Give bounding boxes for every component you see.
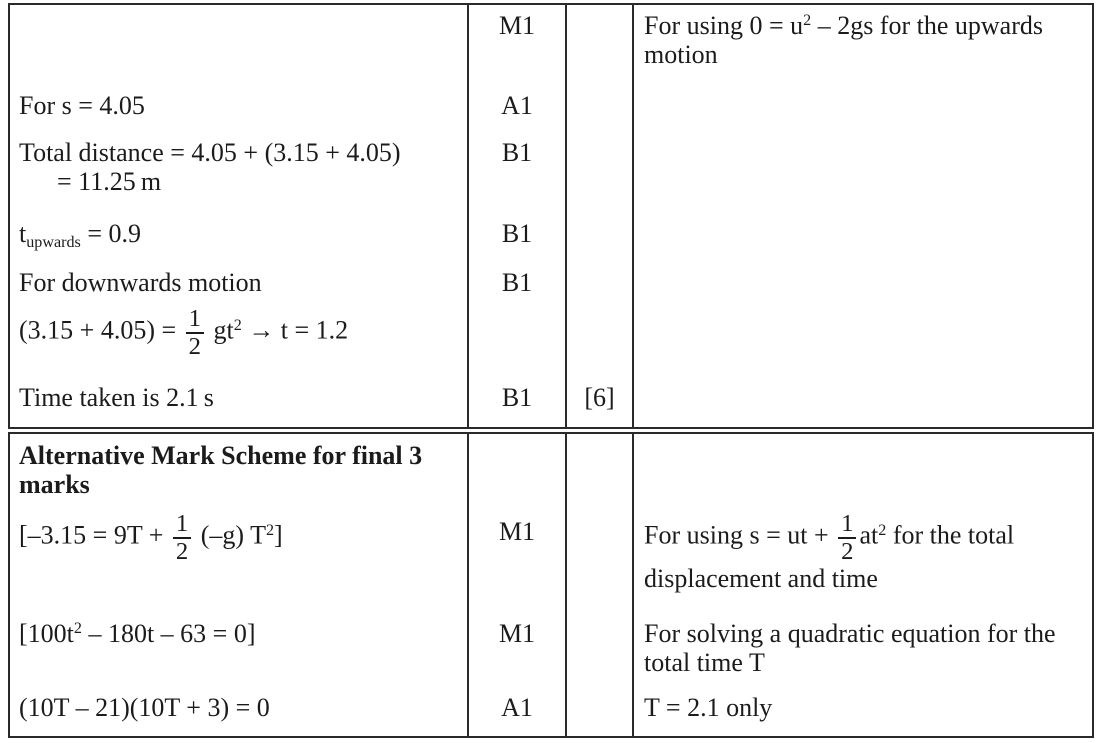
- table-row: [10, 434, 1092, 504]
- table-row: [10, 301, 1092, 373]
- total-label: [6]: [584, 383, 615, 412]
- comment-cell: [634, 609, 1092, 691]
- working-text: For s = 4.05: [19, 91, 145, 120]
- working-text: [–3.15 = 9T + $\frac{1}{2}$ (–g) $T^2$]: [19, 510, 283, 565]
- working-cell: [10, 609, 467, 691]
- working-cell: [10, 373, 467, 427]
- mark-cell: [467, 434, 567, 504]
- comment-cell: [634, 137, 1092, 216]
- working-cell: [10, 266, 467, 301]
- comment-cell: [634, 266, 1092, 301]
- total-cell: [567, 504, 634, 609]
- mark-label: B1: [501, 383, 533, 412]
- mark-label: M1: [498, 517, 536, 546]
- table-row: [10, 373, 1092, 427]
- total-cell: [567, 216, 634, 266]
- working-cell: [10, 5, 467, 91]
- mark-cell: [467, 301, 567, 373]
- comment-text: For solving a quadratic equation for the total time T: [644, 619, 1056, 677]
- mark-cell: [467, 691, 567, 736]
- mark-cell: [467, 216, 567, 266]
- comment-cell: [634, 504, 1092, 609]
- working-cell: [10, 91, 467, 137]
- comment-cell: [634, 91, 1092, 137]
- total-cell: [567, 5, 634, 91]
- table-row: [10, 137, 1092, 216]
- total-cell: [567, 266, 634, 301]
- table-row: [10, 504, 1092, 609]
- total-cell: [567, 373, 634, 427]
- table-row: [10, 91, 1092, 137]
- comment-text: For using s = ut + $\frac{1}{2}$ $at^2$ for the total displacement and time: [644, 510, 1015, 594]
- working-cell: [10, 691, 467, 736]
- total-cell: [567, 137, 634, 216]
- comment-cell: [634, 373, 1092, 427]
- comment-cell: [634, 5, 1092, 91]
- working-text: (3.15 + 4.05) = $\frac{1}{2}$ $gt^2 \to t = 1.2$: [19, 305, 349, 360]
- mark-cell: [467, 5, 567, 91]
- mark-label: A1: [501, 693, 533, 722]
- working-text: $[100t^2 - 180t - 63 = 0]$: [19, 619, 256, 648]
- working-cell: [10, 137, 467, 216]
- working-cell: [10, 216, 467, 266]
- mark-cell: [467, 609, 567, 691]
- section-heading: Alternative Mark Scheme for final 3 marks: [19, 441, 423, 499]
- table-row: [10, 266, 1092, 301]
- mark-label: B1: [501, 219, 533, 248]
- working-text: For downwards motion: [19, 268, 262, 297]
- working-text: Total distance = 4.05 + (3.15 + 4.05) = 11.25 m: [19, 138, 401, 196]
- mark-label: A1: [501, 91, 533, 120]
- total-cell: [567, 91, 634, 137]
- total-cell: [567, 609, 634, 691]
- working-cell: [10, 301, 467, 373]
- working-text: $t_{upwards} = 0.9$: [19, 219, 141, 251]
- mark-cell: [467, 266, 567, 301]
- mark-label: B1: [501, 138, 533, 167]
- table-row: [10, 609, 1092, 691]
- working-cell: [10, 434, 467, 504]
- comment-cell: [634, 216, 1092, 266]
- comment-cell: [634, 301, 1092, 373]
- mark-label: M1: [498, 11, 536, 40]
- mark-cell: [467, 504, 567, 609]
- mark-cell: [467, 137, 567, 216]
- mark-cell: [467, 373, 567, 427]
- comment-cell: [634, 691, 1092, 736]
- working-cell: [10, 504, 467, 609]
- total-cell: [567, 691, 634, 736]
- mark-label: M1: [498, 619, 536, 648]
- table-row: [10, 216, 1092, 266]
- mark-scheme-table-upper: [8, 3, 1094, 429]
- comment-cell: [634, 434, 1092, 504]
- comment-text: For using $0 = u^2 - 2gs$ for the upwards motion: [644, 11, 1043, 69]
- total-cell: [567, 434, 634, 504]
- mark-scheme-table-lower: [8, 432, 1094, 738]
- mark-label: B1: [501, 268, 533, 297]
- mark-cell: [467, 91, 567, 137]
- working-text: Time taken is 2.1 s: [19, 383, 214, 412]
- table-row: [10, 5, 1092, 91]
- comment-text: T = 2.1 only: [644, 693, 773, 722]
- total-cell: [567, 301, 634, 373]
- working-text: (10T – 21)(10T + 3) = 0: [19, 693, 270, 722]
- table-row: [10, 691, 1092, 736]
